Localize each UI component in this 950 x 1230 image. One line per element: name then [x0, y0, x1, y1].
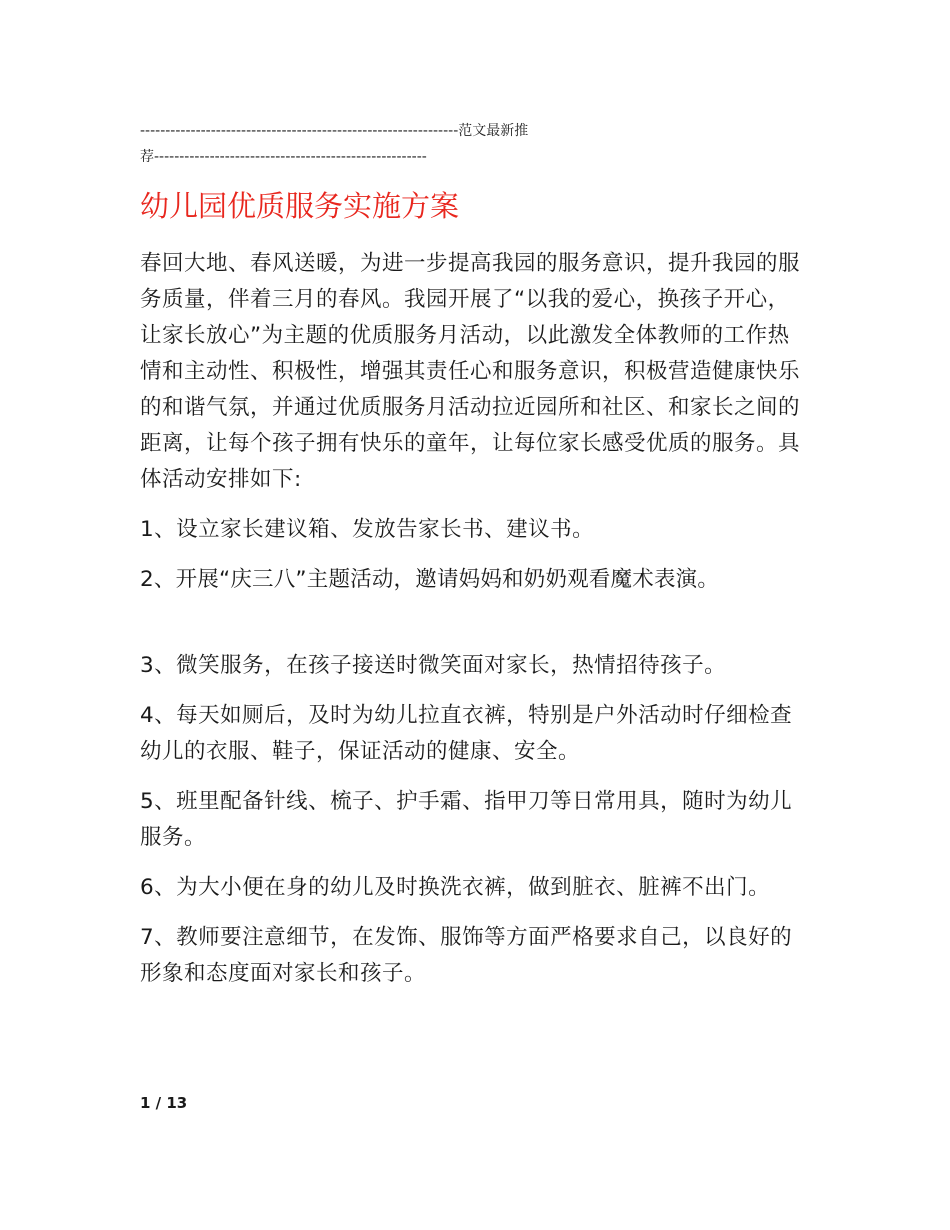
list-item: 1、设立家长建议箱、发放告家长书、建议书。: [140, 517, 595, 542]
list-item: 7、教师要注意细节，在发饰、服饰等方面严格要求自己，以良好的形象和态度面对家长和孩子。: [140, 925, 793, 986]
intro-paragraph: 春回大地、春风送暖，为进一步提高我园的服务意识，提升我园的服务质量，伴着三月的春风。我园开展了“以我的爱心，换孩子开心，让家长放心”为主题的优质服务月活动，以此激发全体教师的工作热情和主动性、积极性，增强其责任心和服务意识，积极营造健康快乐的和谐气氛，并通过优质服务月活动拉近园所和社区、和家长之间的距离，让每个孩子拥有快乐的童年，让每位家长感受优质的服务。具体活动安排如下:: [140, 251, 801, 492]
header-line-2: 荐------------------------------------------------------: [140, 149, 427, 165]
list-item: 3、微笑服务，在孩子接送时微笑面对家长，热情招待孩子。: [140, 653, 727, 678]
header-line-1: ---------------------------------------------------------------范文最新推: [140, 123, 529, 139]
list-item: 6、为大小便在身的幼儿及时换洗衣裤，做到脏衣、脏裤不出门。: [140, 875, 771, 900]
list-item: 2、开展“庆三八”主题活动，邀请妈妈和奶奶观看魔术表演。: [140, 567, 720, 592]
page-header: [140, 118, 780, 170]
document-title: 幼儿园优质服务实施方案: [140, 189, 460, 223]
list-item: 4、每天如厕后，及时为幼儿拉直衣裤，特别是户外活动时仔细检查幼儿的衣服、鞋子，保证活动的健康、安全。: [140, 703, 793, 764]
document-body: [140, 246, 808, 992]
page-number: 1 / 13: [140, 1094, 188, 1112]
list-item: 5、班里配备针线、梳子、护手霜、指甲刀等日常用具，随时为幼儿服务。: [140, 789, 793, 850]
